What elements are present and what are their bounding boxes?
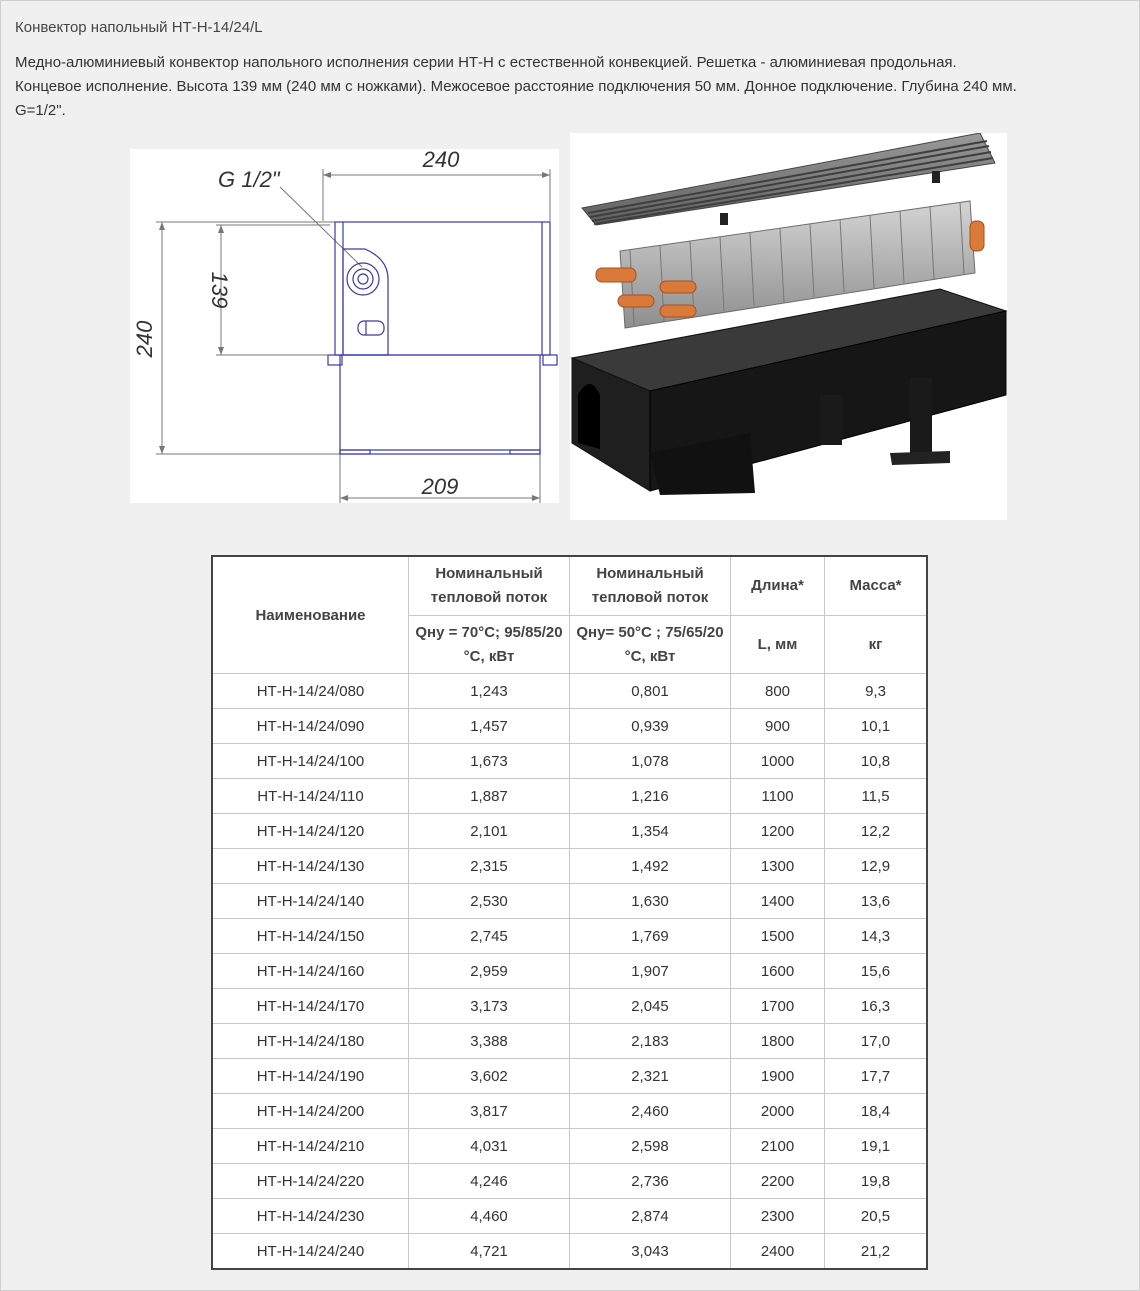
- header-flow1-bottom: Qну = 70°С; 95/85/20 °С, кВт: [409, 616, 570, 674]
- flow-70-cell: 3,817: [409, 1094, 570, 1129]
- model-name-cell: НТ-Н-14/24/210: [212, 1129, 409, 1164]
- mass-cell: 10,1: [825, 709, 928, 744]
- flow-50-cell: 2,874: [570, 1199, 731, 1234]
- flow-70-cell: 2,745: [409, 919, 570, 954]
- table-row: [212, 1094, 927, 1129]
- mass-cell: 11,5: [825, 779, 928, 814]
- flow-70-cell: 2,315: [409, 849, 570, 884]
- flow-70-cell: 2,530: [409, 884, 570, 919]
- length-cell: 1100: [731, 779, 825, 814]
- mass-cell: 14,3: [825, 919, 928, 954]
- technical-drawing: [130, 149, 559, 503]
- thread-label: G 1/2": [218, 167, 280, 192]
- length-cell: 1200: [731, 814, 825, 849]
- length-cell: 1500: [731, 919, 825, 954]
- table-row: [212, 989, 927, 1024]
- flow-50-cell: 2,598: [570, 1129, 731, 1164]
- flow-50-cell: 1,354: [570, 814, 731, 849]
- flow-70-cell: 1,887: [409, 779, 570, 814]
- model-name-cell: НТ-Н-14/24/200: [212, 1094, 409, 1129]
- header-flow2-bottom: Qну= 50°С ; 75/65/20 °С, кВт: [570, 616, 731, 674]
- render-svg: [570, 133, 1007, 520]
- flow-70-cell: 3,602: [409, 1059, 570, 1094]
- model-name-cell: НТ-Н-14/24/080: [212, 674, 409, 709]
- length-cell: 1800: [731, 1024, 825, 1059]
- model-name-cell: НТ-Н-14/24/160: [212, 954, 409, 989]
- length-cell: 1900: [731, 1059, 825, 1094]
- header-flow2-top: Номинальный тепловой поток: [570, 556, 731, 616]
- product-description: [15, 51, 1125, 123]
- mass-cell: 17,7: [825, 1059, 928, 1094]
- table-row: [212, 1024, 927, 1059]
- mass-cell: 13,6: [825, 884, 928, 919]
- mass-cell: 20,5: [825, 1199, 928, 1234]
- length-cell: 1000: [731, 744, 825, 779]
- mass-cell: 18,4: [825, 1094, 928, 1129]
- length-cell: 2000: [731, 1094, 825, 1129]
- length-cell: 1400: [731, 884, 825, 919]
- model-name-cell: НТ-Н-14/24/190: [212, 1059, 409, 1094]
- dimension-lines: [156, 169, 550, 503]
- spec-table-body: [212, 674, 927, 1270]
- table-row: [212, 954, 927, 989]
- length-cell: 2400: [731, 1234, 825, 1270]
- dim-inner-label: 139: [207, 271, 232, 309]
- flow-70-cell: 4,460: [409, 1199, 570, 1234]
- table-row: [212, 779, 927, 814]
- flow-50-cell: 1,078: [570, 744, 731, 779]
- length-cell: 2200: [731, 1164, 825, 1199]
- length-cell: 2300: [731, 1199, 825, 1234]
- table-row: [212, 884, 927, 919]
- flow-70-cell: 3,173: [409, 989, 570, 1024]
- flow-70-cell: 4,031: [409, 1129, 570, 1164]
- model-name-cell: НТ-Н-14/24/240: [212, 1234, 409, 1270]
- flow-50-cell: 2,183: [570, 1024, 731, 1059]
- length-cell: 1700: [731, 989, 825, 1024]
- table-row: [212, 814, 927, 849]
- flow-50-cell: 2,045: [570, 989, 731, 1024]
- mass-cell: 16,3: [825, 989, 928, 1024]
- flow-50-cell: 1,216: [570, 779, 731, 814]
- header-flow1-top: Номинальный тепловой поток: [409, 556, 570, 616]
- table-row: [212, 709, 927, 744]
- flow-50-cell: 2,460: [570, 1094, 731, 1129]
- model-name-cell: НТ-Н-14/24/170: [212, 989, 409, 1024]
- table-row: [212, 1164, 927, 1199]
- flow-70-cell: 1,673: [409, 744, 570, 779]
- flow-50-cell: 2,321: [570, 1059, 731, 1094]
- header-length-top: Длина*: [731, 556, 825, 616]
- model-name-cell: НТ-Н-14/24/090: [212, 709, 409, 744]
- description-line: Медно-алюминиевый конвектор напольного исполнения серии НТ-Н с естественной конвекцией. Решетка - алюминиевая продольная.: [15, 54, 957, 71]
- spec-table: [211, 555, 928, 1270]
- dimension-arrows: [159, 172, 550, 501]
- model-name-cell: НТ-Н-14/24/100: [212, 744, 409, 779]
- mass-cell: 9,3: [825, 674, 928, 709]
- mass-cell: 12,2: [825, 814, 928, 849]
- flow-50-cell: 2,736: [570, 1164, 731, 1199]
- mass-cell: 12,9: [825, 849, 928, 884]
- page-title: Конвектор напольный НТ-Н-14/24/L: [15, 19, 263, 36]
- model-name-cell: НТ-Н-14/24/110: [212, 779, 409, 814]
- model-name-cell: НТ-Н-14/24/140: [212, 884, 409, 919]
- flow-50-cell: 1,907: [570, 954, 731, 989]
- header-length-bottom: L, мм: [731, 616, 825, 674]
- header-mass-top: Масса*: [825, 556, 928, 616]
- flow-70-cell: 4,721: [409, 1234, 570, 1270]
- dim-bottom-label: 209: [421, 474, 459, 499]
- length-cell: 2100: [731, 1129, 825, 1164]
- table-row: [212, 674, 927, 709]
- mass-cell: 19,1: [825, 1129, 928, 1164]
- table-row: [212, 1059, 927, 1094]
- header-mass-bottom: кг: [825, 616, 928, 674]
- description-line: G=1/2".: [15, 102, 66, 119]
- table-row: [212, 1199, 927, 1234]
- length-cell: 900: [731, 709, 825, 744]
- flow-70-cell: 4,246: [409, 1164, 570, 1199]
- table-row: [212, 919, 927, 954]
- dim-top-label: 240: [422, 149, 460, 172]
- header-name: Наименование: [212, 556, 409, 674]
- flow-70-cell: 2,101: [409, 814, 570, 849]
- length-cell: 1600: [731, 954, 825, 989]
- model-name-cell: НТ-Н-14/24/130: [212, 849, 409, 884]
- mass-cell: 21,2: [825, 1234, 928, 1270]
- flow-50-cell: 1,492: [570, 849, 731, 884]
- table-row: [212, 1234, 927, 1270]
- flow-70-cell: 3,388: [409, 1024, 570, 1059]
- flow-50-cell: 0,801: [570, 674, 731, 709]
- flow-50-cell: 1,630: [570, 884, 731, 919]
- description-line: Концевое исполнение. Высота 139 мм (240 мм с ножками). Межосевое расстояние подключения 50 мм. Донное подключение. Глубина 240 мм.: [15, 78, 1017, 95]
- mass-cell: 17,0: [825, 1024, 928, 1059]
- table-row: [212, 1129, 927, 1164]
- drawing-svg: [130, 149, 559, 503]
- mass-cell: 19,8: [825, 1164, 928, 1199]
- length-cell: 800: [731, 674, 825, 709]
- model-name-cell: НТ-Н-14/24/120: [212, 814, 409, 849]
- model-name-cell: НТ-Н-14/24/150: [212, 919, 409, 954]
- model-name-cell: НТ-Н-14/24/230: [212, 1199, 409, 1234]
- flow-70-cell: 1,243: [409, 674, 570, 709]
- mass-cell: 10,8: [825, 744, 928, 779]
- flow-50-cell: 0,939: [570, 709, 731, 744]
- product-3d-render: [570, 133, 1007, 520]
- model-name-cell: НТ-Н-14/24/180: [212, 1024, 409, 1059]
- length-cell: 1300: [731, 849, 825, 884]
- table-row: [212, 744, 927, 779]
- flow-70-cell: 2,959: [409, 954, 570, 989]
- table-row: [212, 849, 927, 884]
- flow-70-cell: 1,457: [409, 709, 570, 744]
- mass-cell: 15,6: [825, 954, 928, 989]
- model-name-cell: НТ-Н-14/24/220: [212, 1164, 409, 1199]
- flow-50-cell: 3,043: [570, 1234, 731, 1270]
- flow-50-cell: 1,769: [570, 919, 731, 954]
- convector-outline: [328, 222, 557, 454]
- dim-left-label: 240: [132, 320, 157, 358]
